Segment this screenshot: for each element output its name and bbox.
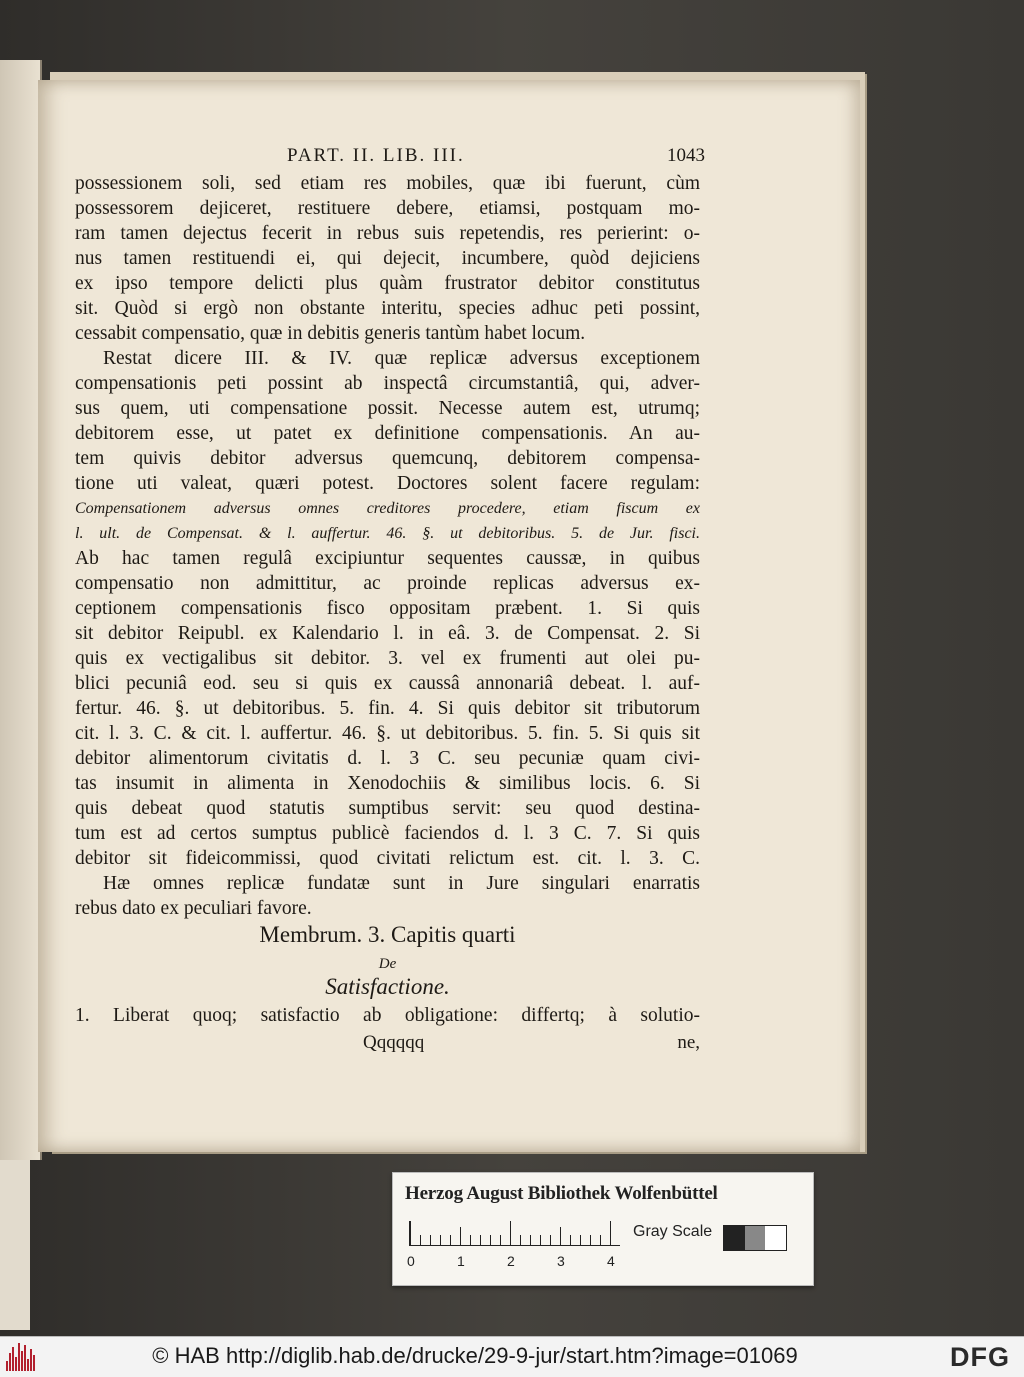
text-line: sit. Quòd si ergò non obstante interitu, species adhuc peti possint, — [75, 298, 700, 319]
library-color-card — [392, 1172, 814, 1286]
text-line: cit. l. 3. C. & cit. l. auffertur. 46. §. ut debitoribus. 5. fin. 5. Si quis sit — [75, 723, 700, 744]
signature-mark: Qqqqqq — [363, 1032, 425, 1053]
page-signature-line — [75, 1032, 700, 1058]
adjacent-page-edge — [0, 60, 42, 1160]
text-line: quis debeat quod statutis sumptibus servit: seu quod destina- — [75, 798, 700, 819]
text-line: ram tamen dejectus fecerit in rebus suis repetendis, res perierint: o- — [75, 223, 700, 244]
text-line: Restat dicere III. & IV. quæ replicæ adversus exceptionem — [103, 348, 700, 369]
footer-bar — [0, 1336, 1024, 1377]
text-line: fertur. 46. §. ut debitoribus. 5. fin. 4. Si quis debitor sit tributorum — [75, 698, 700, 719]
text-line: debitor alimentorum civitatis d. l. 3 C. seu pecuniæ quam civi- — [75, 748, 700, 769]
library-name: Herzog August Bibliothek Wolfenbüttel — [405, 1183, 718, 1204]
section-subject: Satisfactione. — [325, 974, 450, 999]
hab-logo-icon — [6, 1343, 40, 1371]
text-line: tem quivis debitor adversus quemcunq, debitorem compensa- — [75, 448, 700, 469]
ruler-number: 2 — [507, 1253, 515, 1269]
ruler-number: 1 — [457, 1253, 465, 1269]
text-line: Ab hac tamen regulâ excipiuntur sequentes caussæ, in quibus — [75, 548, 700, 569]
text-line: cessabit compensatio, quæ in debitis generis tantùm habet locum. — [75, 323, 586, 344]
text-line: Compensationem adversus omnes creditores procedere, etiam fiscum ex — [75, 500, 700, 517]
text-line: rebus dato ex peculiari favore. — [75, 898, 312, 919]
text-line: l. ult. de Compensat. & l. auffertur. 46. §. ut debitoribus. 5. de Jur. fisci. — [75, 525, 700, 542]
page-number: 1043 — [667, 145, 705, 166]
running-head: PART. II. LIB. III. — [287, 145, 465, 166]
catchword: ne, — [677, 1032, 700, 1053]
text-line: blici pecuniâ eod. seu si quis ex caussâ annonariâ debeat. l. auf- — [75, 673, 700, 694]
text-line: tas insumit in alimenta in Xenodochiis & similibus locis. 6. Si — [75, 773, 700, 794]
gray-scale-swatch — [723, 1225, 787, 1251]
text-line: ex ipso tempore delicti plus quàm frustrator debitor constitutus — [75, 273, 700, 294]
ruler-number: 4 — [607, 1253, 615, 1269]
text-line: ceptionem compensationis fisco oppositam præbent. 1. Si quis — [75, 598, 700, 619]
gray-scale-label: Gray Scale — [633, 1223, 713, 1240]
running-header — [75, 145, 705, 171]
text-line: possessorem dejiceret, restituere debere, etiamsi, postquam mo- — [75, 198, 700, 219]
section-de: De — [378, 956, 397, 972]
source-url-link[interactable]: © HAB http://diglib.hab.de/drucke/29-9-jur/start.htm?image=01069 — [152, 1343, 798, 1368]
dfg-logo: DFG — [950, 1342, 1010, 1372]
text-line: nus tamen restituendi ei, qui dejecit, incumbere, quòd dejiciens — [75, 248, 700, 269]
text-line: tum est ad certos sumptus publicè faciendos d. l. 3 C. 7. Si quis — [75, 823, 700, 844]
text-line: quis ex vectigalibus sit debitor. 3. vel ex frumenti aut olei pu- — [75, 648, 700, 669]
text-line: debitorem esse, ut patet ex definitione compensationis. An au- — [75, 423, 700, 444]
text-line: sus quem, uti compensatione possit. Necesse autem est, utrumq; — [75, 398, 700, 419]
section-title: Membrum. 3. Capitis quarti — [259, 922, 516, 947]
text-line: debitor sit fideicommissi, quod civitati relictum est. cit. l. 3. C. — [75, 848, 700, 869]
text-line: Hæ omnes replicæ fundatæ sunt in Jure singulari enarratis — [103, 873, 700, 894]
text-line: compensationis peti possint ab inspectâ circumstantiâ, qui, adver- — [75, 373, 700, 394]
text-line: sit debitor Reipubl. ex Kalendario l. in eâ. 3. de Compensat. 2. Si — [75, 623, 700, 644]
text-line: possessionem soli, sed etiam res mobiles, quæ ibi fuerunt, cùm — [75, 173, 700, 194]
ruler-number: 3 — [557, 1253, 565, 1269]
first-item: 1. Liberat quoq; satisfactio ab obligatione: differtq; à solutio- — [75, 1005, 700, 1026]
adjacent-page-lower — [0, 1160, 30, 1330]
text-line: compensatio non admittitur, ac proinde replicas adversus ex- — [75, 573, 700, 594]
scale-ruler — [409, 1221, 620, 1246]
ruler-number: 0 — [407, 1253, 415, 1269]
text-line: tione uti valeat, quæri potest. Doctores solent facere regulam: — [75, 473, 700, 494]
